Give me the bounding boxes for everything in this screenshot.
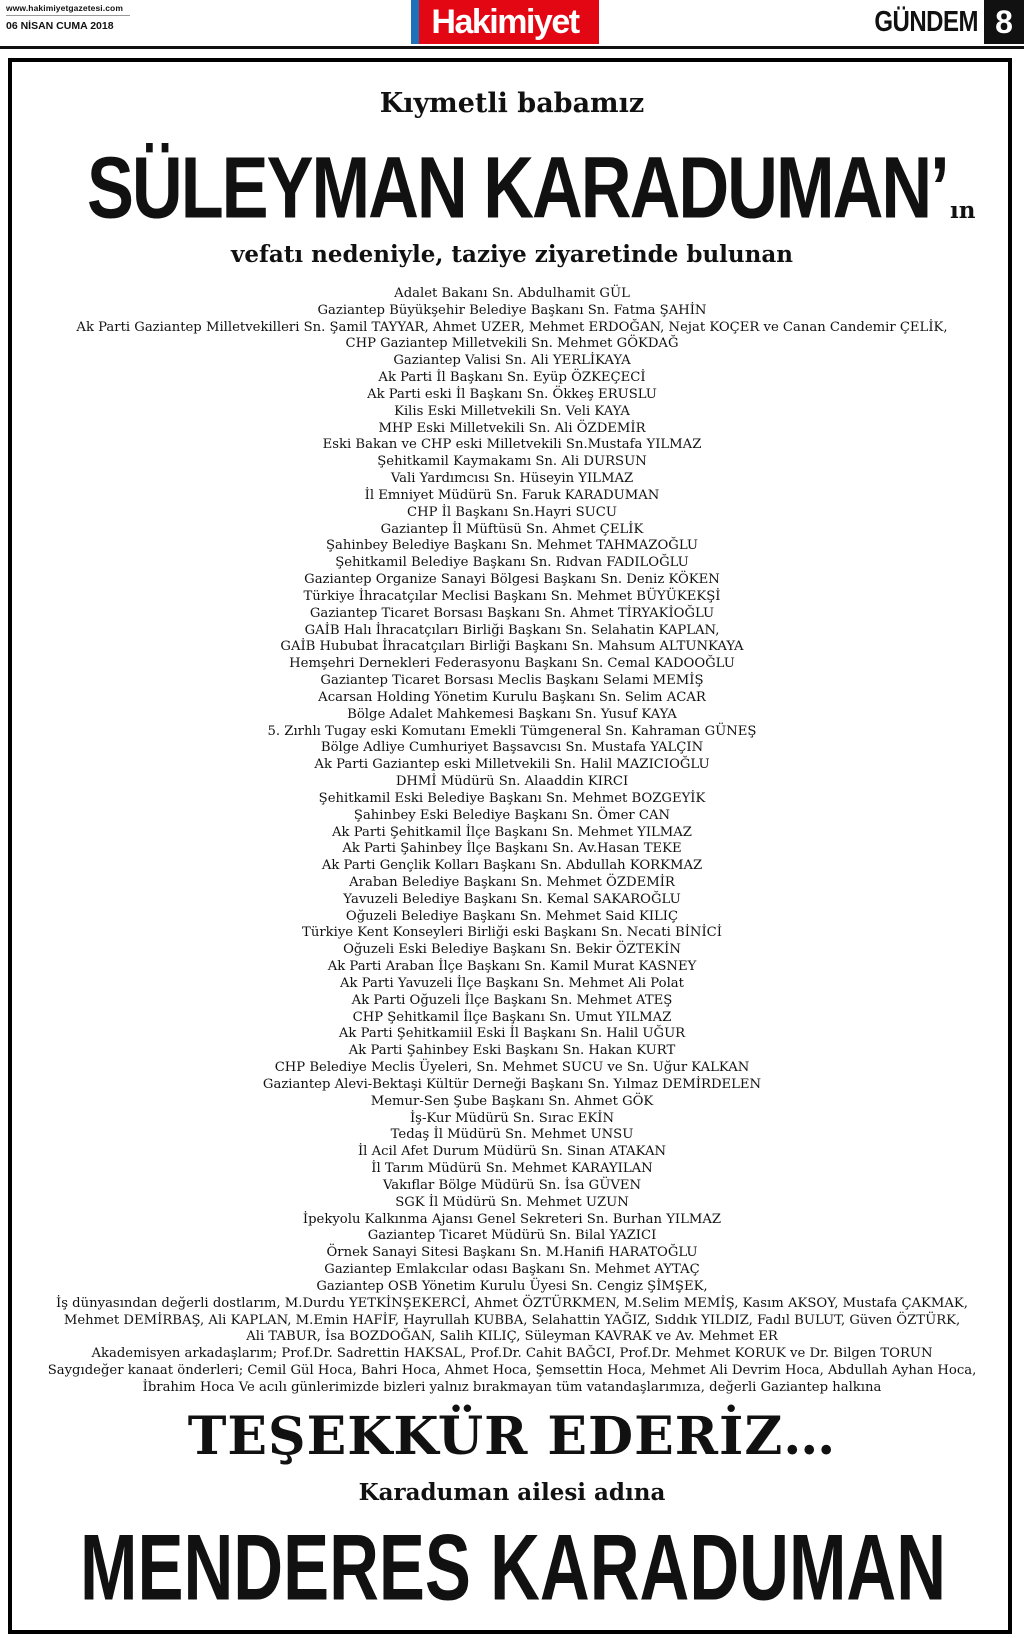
visitor-line: Ak Parti Gaziantep Milletvekilleri Sn. Şamil TAYYAR, Ahmet UZER, Mehmet ERDOĞAN, Nejat KOÇER ve Canan Candemir ÇELİK,	[76, 319, 948, 335]
visitor-line: Akademisyen arkadaşlarım; Prof.Dr. Sadrettin HAKSAL, Prof.Dr. Cahit BAĞCI, Prof.Dr. Mehmet KORUK ve Dr. Bilgen TORUN	[91, 1346, 933, 1362]
visitor-line: Ali TABUR, İsa BOZDOĞAN, Salih KILIÇ, Süleyman KAVRAK ve Av. Mehmet ER	[246, 1329, 778, 1345]
visitor-line: Araban Belediye Başkanı Sn. Mehmet ÖZDEMİR	[349, 874, 675, 890]
visitor-line: Gaziantep Ticaret Müdürü Sn. Bilal YAZICI	[367, 1228, 657, 1244]
visitor-line: 5. Zırhlı Tugay eski Komutanı Emekli Tümgeneral Sn. Kahraman GÜNEŞ	[267, 723, 757, 739]
visitor-line: İş-Kur Müdürü Sn. Sırac EKİN	[409, 1110, 615, 1126]
visitor-line: Hemşehri Dernekleri Federasyonu Başkanı Sn. Cemal KADOOĞLU	[289, 656, 735, 672]
visitor-line: GAİB Halı İhracatçıları Birliği Başkanı Sn. Selahatin KAPLAN,	[304, 622, 720, 638]
visitor-line: Gaziantep Büyükşehir Belediye Başkanı Sn. Fatma ŞAHİN	[317, 302, 707, 318]
header-meta	[6, 3, 130, 32]
visitor-line: Mehmet DEMİRBAŞ, Ali KAPLAN, M.Emin HAFİF, Hayrullah KUBBA, Selahattin YAĞIZ, Sıddık YILDIZ, Fadıl BULUT, Güven ÖZTÜRK,	[63, 1312, 961, 1328]
visitor-line: Ak Parti Şahinbey İlçe Başkanı Sn. Av.Hasan TEKE	[342, 841, 682, 857]
visitor-line: Bölge Adliye Cumhuriyet Başsavcısı Sn. Mustafa YALÇIN	[320, 740, 704, 756]
visitor-line: Tedaş İl Müdürü Sn. Mehmet UNSU	[390, 1127, 634, 1143]
visitor-line: Türkiye Kent Konseyleri Birliği eski Başkanı Sn. Necati BİNİCİ	[302, 925, 722, 941]
visitor-line: Ak Parti Şahinbey Eski Başkanı Sn. Hakan KURT	[348, 1043, 676, 1059]
visitor-line: Eski Bakan ve CHP eski Milletvekili Sn.Mustafa YILMAZ	[322, 437, 702, 453]
visitor-line: Şehitkamil Kaymakamı Sn. Ali DURSUN	[377, 454, 647, 470]
visitor-line: SGK İl Müdürü Sn. Mehmet UZUN	[395, 1194, 629, 1210]
visitor-line: MHP Eski Milletvekili Sn. Ali ÖZDEMİR	[378, 420, 646, 436]
website-url[interactable]: www.hakimiyetgazetesi.com	[6, 3, 130, 16]
visitor-line: Saygıdeğer kanaat önderleri; Cemil Gül Hoca, Bahri Hoca, Ahmet Hoca, Şemsettin Hoca, Mehmet Ali Devrim Hoca, Abdullah Ayhan Hoca,	[47, 1363, 977, 1378]
visitor-line: İl Emniyet Müdürü Sn. Faruk KARADUMAN	[364, 487, 660, 503]
visitor-line: Şahinbey Belediye Başkanı Sn. Mehmet TAHMAZOĞLU	[326, 538, 698, 554]
visitor-line: Gaziantep Organize Sanayi Bölgesi Başkanı Sn. Deniz KÖKEN	[304, 572, 720, 588]
family-line: Karaduman ailesi adına	[358, 1479, 666, 1506]
visitor-line: Oğuzeli Eski Belediye Başkanı Sn. Bekir ÖZTEKİN	[343, 942, 681, 958]
visitor-line: CHP Gaziantep Milletvekili Sn. Mehmet GÖKDAĞ	[345, 336, 679, 352]
signer-name-block	[80, 1516, 950, 1621]
visitor-line: Ak Parti eski İl Başkanı Sn. Ökkeş ERUSLU	[367, 386, 657, 402]
visitor-line: Memur-Sen Şube Başkanı Sn. Ahmet GÖK	[370, 1093, 654, 1109]
visitor-line: Adalet Bakanı Sn. Abdulhamit GÜL	[394, 286, 630, 301]
visitor-line: Oğuzeli Belediye Başkanı Sn. Mehmet Said KILIÇ	[345, 908, 679, 924]
newspaper-logo: Hakimiyet	[411, 0, 599, 44]
visitor-line: Şahinbey Eski Belediye Başkanı Sn. Ömer CAN	[353, 807, 671, 823]
visitor-line: Vali Yardımcısı Sn. Hüseyin YILMAZ	[390, 471, 634, 487]
visitor-line: Gaziantep Ticaret Borsası Meclis Başkanı Selami MEMİŞ	[320, 673, 704, 689]
page-header	[0, 0, 1024, 48]
visitor-line: Kilis Eski Milletvekili Sn. Veli KAYA	[394, 403, 630, 419]
visitor-line: İpekyolu Kalkınma Ajansı Genel Sekreteri Sn. Burhan YILMAZ	[302, 1211, 722, 1227]
visitor-line: İş dünyasından değerli dostlarım, M.Durdu YETKİNŞEKERCİ, Ahmet ÖZTÜRKMEN, M.Selim MEMİŞ, Kasım AKSOY, Mustafa ÇAKMAK,	[56, 1295, 968, 1311]
visitor-line: Gaziantep OSB Yönetim Kurulu Üyesi Sn. Cengiz ŞİMŞEK,	[316, 1278, 708, 1294]
visitor-line: Yavuzeli Belediye Başkanı Sn. Kemal SAKAROĞLU	[343, 891, 681, 907]
signer-name: MENDERES KARADUMAN	[80, 1516, 947, 1621]
visitor-line: Ak Parti Şehitkamiil Eski İl Başkanı Sn. Halil UĞUR	[338, 1026, 686, 1042]
visitor-list	[40, 286, 984, 1397]
issue-date: 06 NİSAN CUMA 2018	[6, 20, 114, 32]
visitor-line: Vakıflar Bölge Müdürü Sn. İsa GÜVEN	[382, 1177, 642, 1193]
visitor-line: İbrahim Hoca Ve acılı günlerimizde bizleri yalnız bırakmayan tüm vatandaşlarımıza, değerli Gaziantep halkına	[142, 1379, 882, 1395]
visitor-line: CHP Belediye Meclis Üyeleri, Sn. Mehmet SUCU ve Sn. Uğur KALKAN	[274, 1060, 750, 1076]
visitor-line: Ak Parti Oğuzeli İlçe Başkanı Sn. Mehmet ATEŞ	[351, 992, 673, 1008]
name-suffix: ın	[950, 197, 976, 224]
header-divider	[0, 46, 1024, 49]
visitor-line: Türkiye İhracatçılar Meclisi Başkanı Sn. Mehmet BÜYÜKEKŞİ	[303, 588, 721, 604]
notice-subtitle: vefatı nedeniyle, taziye ziyaretinde bulunan	[230, 241, 793, 268]
visitor-line: Şehitkamil Belediye Başkanı Sn. Rıdvan FADILOĞLU	[335, 555, 689, 571]
deceased-name-block	[87, 138, 948, 237]
thanks-heading: TEŞEKKÜR EDERİZ…	[187, 1406, 837, 1467]
visitor-line: CHP Şehitkamil İlçe Başkanı Sn. Umut YILMAZ	[352, 1009, 672, 1025]
visitor-line: Bölge Adalet Mahkemesi Başkanı Sn. Yusuf KAYA	[347, 706, 677, 722]
visitor-line: Gaziantep Emlakcılar odası Başkanı Sn. Mehmet AYTAÇ	[324, 1262, 700, 1278]
visitor-line: Şehitkamil Eski Belediye Başkanı Sn. Mehmet BOZGEYİK	[318, 790, 706, 806]
visitor-line: GAİB Hububat İhracatçıları Birliği Başkanı Sn. Mahsum ALTUNKAYA	[280, 639, 744, 655]
visitor-line: Gaziantep Valisi Sn. Ali YERLİKAYA	[393, 353, 631, 369]
visitor-line: Ak Parti Araban İlçe Başkanı Sn. Kamil Murat KASNEY	[327, 959, 697, 975]
visitor-line: Acarsan Holding Yönetim Kurulu Başkanı Sn. Selim ACAR	[318, 689, 706, 705]
visitor-line: Ak Parti Yavuzeli İlçe Başkanı Sn. Mehmet Ali Polat	[340, 975, 684, 991]
visitor-line: DHMİ Müdürü Sn. Alaaddin KIRCI	[395, 774, 629, 790]
visitor-line: Örnek Sanayi Sitesi Başkanı Sn. M.Hanifi HARATOĞLU	[326, 1245, 698, 1261]
visitor-line: Ak Parti Gaziantep eski Milletvekili Sn. Halil MAZICIOĞLU	[314, 757, 710, 773]
visitor-line: İl Acil Afet Durum Müdürü Sn. Sinan ATAKAN	[357, 1144, 667, 1160]
visitor-line: Ak Parti Gençlik Kolları Başkanı Sn. Abdullah KORKMAZ	[321, 858, 703, 874]
visitor-line: CHP İl Başkanı Sn.Hayri SUCU	[407, 504, 617, 520]
visitor-line: Ak Parti Şehitkamil İlçe Başkanı Sn. Mehmet YILMAZ	[332, 824, 692, 840]
visitor-line: İl Tarım Müdürü Sn. Mehmet KARAYILAN	[371, 1161, 653, 1177]
logo-stripe	[411, 0, 419, 44]
notice-intro: Kıymetli babamız	[379, 88, 645, 119]
visitor-line: Gaziantep Ticaret Borsası Başkanı Sn. Ahmet TİRYAKİOĞLU	[309, 605, 715, 621]
page-number: 8	[984, 0, 1024, 44]
visitor-line: Gaziantep İl Müftüsü Sn. Ahmet ÇELİK	[380, 521, 644, 537]
visitor-line: Ak Parti İl Başkanı Sn. Eyüp ÖZKEÇECİ	[378, 370, 646, 386]
section-title: GÜNDEM	[874, 6, 978, 39]
deceased-name: SÜLEYMAN KARADUMAN’	[87, 138, 948, 237]
visitor-line: Gaziantep Alevi-Bektaşi Kültür Derneği Başkanı Sn. Yılmaz DEMİRDELEN	[262, 1076, 762, 1092]
